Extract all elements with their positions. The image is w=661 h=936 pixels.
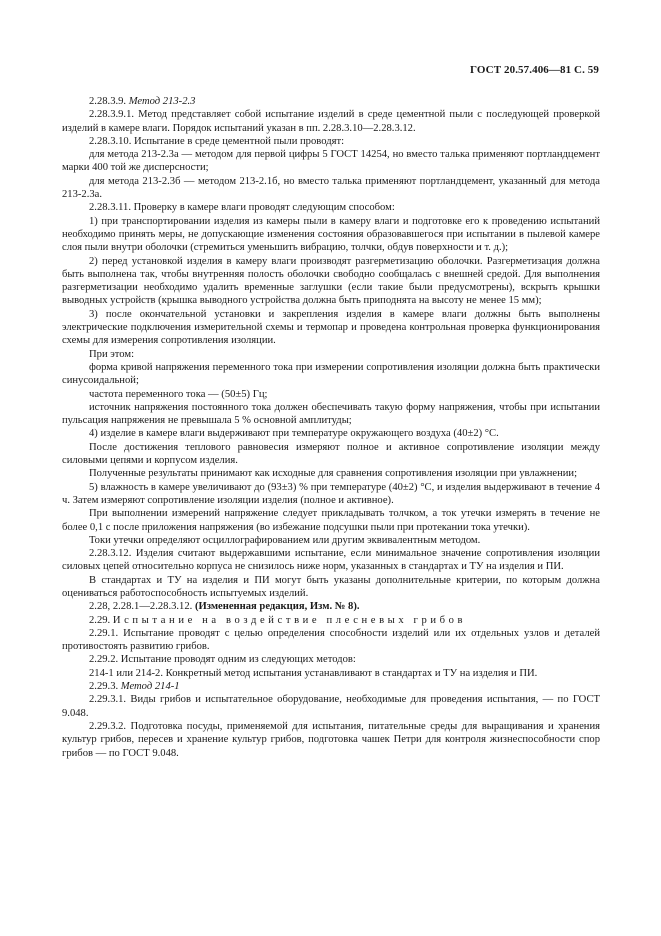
paragraph: источник напряжения постоянного тока должен обеспечивать такую форму напряжения, чтобы при испытании пульсация напряжения не превышала 5 % основной амплитуды; bbox=[62, 401, 600, 427]
method-title: Метод 214-1 bbox=[120, 681, 180, 693]
amendment-note bbox=[62, 600, 600, 613]
paragraph: 2.29.2. Испытание проводят одним из следующих методов: bbox=[89, 654, 356, 666]
paragraph: 2.29.1. Испытание проводят с целью определения способности изделий или их отдельных узлов и деталей противостоять развитию грибов. bbox=[62, 627, 600, 653]
clause-number: 2.28.3.9. bbox=[89, 96, 127, 107]
paragraph: 2.28.3.9.1. Метод представляет собой испытание изделий в среде цементной пыли с последующей проверкой изделий в камере влаги. Порядок испытаний указан в пп. 2.28.3.10—2.28.3.12. bbox=[62, 109, 600, 134]
method-title: Метод 213-2.3 bbox=[128, 96, 196, 107]
paragraph: 2.28.3.10. Испытание в среде цементной пыли проводят: bbox=[89, 135, 345, 147]
list-item: 3) после окончательной установки и закрепления изделия в камере влаги должны быть выполнены электрические подключения измерительной схемы и термопар и проведена контрольная проверка функционирования схемы для измерения сопротивления изоляции. bbox=[62, 308, 600, 347]
amendment-text: (Измененная редакция, Изм. № 8). bbox=[194, 601, 360, 613]
paragraph: для метода 213-2.3а — методом для первой цифры 5 ГОСТ 14254, но вместо талька применяют портландцемент марки 400 той же дисперсности; bbox=[62, 149, 600, 174]
list-item: 4) изделие в камере влаги выдерживают при температуре окружающего воздуха (40±2) °С. bbox=[89, 428, 499, 440]
paragraph: Полученные результаты принимают как исходные для сравнения сопротивления изоляции при увлажнении; bbox=[89, 468, 578, 480]
list-item: 2) перед установкой изделия в камеру влаги производят разгерметизацию оболочки. Разгерметизация должна быть выполнена так, чтобы внутренняя полость оболочки свободно сообщалась с внешней средой. Для выполнения разгерметизации необходимо удалить временные заглушки (если такие были предусмотрены), вскрыть крышки выводных устройств (крышка выводного устройства должна быть приподнята на высоту не менее 15 мм); bbox=[62, 255, 600, 307]
paragraph: Токи утечки определяют осциллографированием или другим эквивалентным методом. bbox=[89, 534, 481, 546]
paragraph: форма кривой напряжения переменного тока при измерении сопротивления изоляции должна быть практически синусоидальной; bbox=[62, 361, 600, 387]
clause-number: 2.28, 2.28.1—2.28.3.12. bbox=[89, 601, 193, 613]
section-title: Испытание на воздействие плесневых грибов bbox=[112, 614, 467, 626]
paragraph: для метода 213-2.3б — методом 213-2.1б, но вместо талька применяют портландцемент, указанный для метода 213-2.3а. bbox=[62, 175, 600, 201]
list-item: 5) влажность в камере увеличивают до (93±3) % при температуре (40±2) °С, и изделия выдерживают в течение 4 ч. Затем измеряют сопротивление изоляции изделия (полное и активное). bbox=[62, 481, 600, 506]
paragraph: 214-1 или 214-2. Конкретный метод испытания устанавливают в стандартах и ТУ на изделия и ПИ. bbox=[89, 667, 538, 679]
paragraph: частота переменного тока — (50±5) Гц; bbox=[89, 388, 268, 400]
paragraph: 2.28.3.11. Проверку в камере влаги проводят следующим способом: bbox=[89, 202, 395, 214]
paragraph: 2.29.3.1. Виды грибов и испытательное оборудование, необходимые для проведения испытания, — по ГОСТ 9.048. bbox=[62, 694, 600, 719]
paragraph: При этом: bbox=[89, 348, 135, 360]
section-heading-2-29 bbox=[62, 614, 600, 627]
paragraph: После достижения теплового равновесия измеряют полное и активное сопротивление изоляции между силовыми цепями и корпусом изделия. bbox=[62, 441, 600, 467]
paragraph: 2.28.3.12. Изделия считают выдержавшими испытание, если минимальное значение сопротивления изоляции силовых цепей относительно корпуса не снизилось ниже норм, указанных в стандартах и ТУ на изделия и ПИ. bbox=[62, 548, 600, 573]
clause-number: 2.29. bbox=[89, 614, 111, 626]
paragraph: При выполнении измерений напряжение следует прикладывать толчком, а ток утечки измерять в течение не более 0,1 с после приложения напряжения (во избежание подсушки пыли при протекании тока утечки). bbox=[62, 508, 600, 533]
heading-method-213-2-3 bbox=[62, 95, 600, 108]
list-item: 1) при транспортировании изделия из камеры пыли в камеру влаги и подготовке его к проведению испытаний необходимо принять меры, не допускающие изменения состояния образовавшегося при испытании в пылевой камере слоя пыли внутри оболочки (стремиться уменьшить вибрацию, толчки, обдув поверхности и т. д.); bbox=[62, 215, 600, 254]
paragraph: В стандартах и ТУ на изделия и ПИ могут быть указаны дополнительные критерии, по которым должна оцениваться работоспособность испытуемых изделий. bbox=[62, 574, 600, 599]
clause-number: 2.29.3. bbox=[89, 681, 119, 693]
paragraph: 2.29.3.2. Подготовка посуды, применяемой для испытания, питательные среды для выращивания и хранения культур грибов, пересев и хранение культур грибов, подготовка чашек Петри для контроля жизнеспособности спор грибов — по ГОСТ 9.048. bbox=[62, 720, 600, 759]
document-body bbox=[62, 95, 600, 760]
heading-method-214-1 bbox=[62, 680, 600, 693]
running-header: ГОСТ 20.57.406—81 С. 59 bbox=[470, 64, 599, 76]
